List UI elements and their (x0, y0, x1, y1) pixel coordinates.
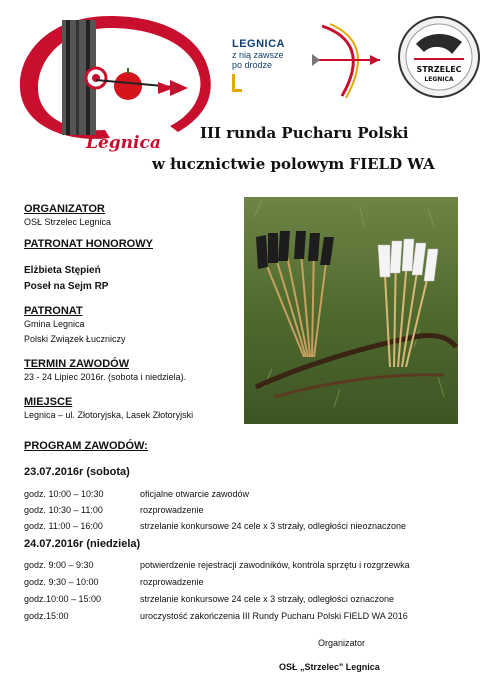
schedule-desc: rozprowadzenie (140, 577, 204, 587)
city-logo-name: LEGNICA (232, 38, 285, 50)
schedule-time: godz. 9:00 – 9:30 (24, 560, 94, 570)
badge-text-1: STRZELEC (416, 65, 462, 74)
date-heading: TERMIN ZAWODÓW (24, 358, 130, 370)
schedule-desc: oficjalne otwarcie zawodów (140, 489, 250, 499)
schedule-time: godz. 11:00 – 16:00 (24, 521, 103, 531)
honorary-name: Elżbieta Stępień (24, 265, 101, 276)
place-value: Legnica – ul. Złotoryjska, Lasek Złotoryjski (24, 410, 194, 420)
day-2-label: 24.07.2016r (niedziela) (24, 538, 141, 550)
program-heading: PROGRAM ZAWODÓW: (24, 440, 148, 452)
city-logo-line1: z nią zawsze (232, 50, 284, 60)
schedule-desc: strzelanie konkursowe 24 cele x 3 strzały, odległości nieoznaczone (140, 521, 406, 531)
date-value: 23 - 24 Lipiec 2016r. (sobota i niedziela). (24, 372, 187, 382)
organizer-value: OSŁ Strzelec Legnica (24, 217, 112, 227)
schedule-time: godz. 9:30 – 10:00 (24, 577, 99, 587)
signature-name: OSŁ „Strzelec" Legnica (279, 662, 380, 672)
schedule-time: godz. 10:30 – 11:00 (24, 505, 103, 515)
place-heading: MIEJSCE (24, 396, 73, 408)
schedule-desc: rozprowadzenie (140, 505, 204, 515)
logo-text: Legnica (86, 133, 161, 153)
signature-label: Organizator (318, 638, 366, 648)
red-swoosh-shape (20, 16, 211, 139)
apple-icon (114, 72, 142, 100)
title-line-2: w łucznictwie polowym FIELD WA (152, 155, 435, 173)
day-1-label: 23.07.2016r (sobota) (24, 466, 130, 478)
legnica-city-logo (232, 38, 302, 98)
patronage-item: Gmina Legnica (24, 319, 85, 329)
title-line-1: III runda Pucharu Polski (200, 124, 409, 142)
arrows-bow-photo (244, 197, 458, 424)
city-logo-line2: po drodze (232, 60, 273, 70)
schedule-time: godz. 10:00 – 10:30 (24, 489, 104, 499)
honorary-heading: PATRONAT HONOROWY (24, 238, 153, 250)
badge-text-2: LEGNICA (424, 76, 454, 83)
strzelec-legnica-badge (396, 14, 482, 100)
grass-background (244, 197, 458, 424)
schedule-desc: uroczystość zakończenia III Rundy Pucharu Polski FIELD WA 2016 (140, 611, 408, 621)
schedule-time: godz.10:00 – 15:00 (24, 594, 102, 604)
schedule-time: godz.15:00 (24, 611, 69, 621)
city-logo-mark-icon (232, 74, 242, 92)
bow-arrow-logo (312, 18, 380, 104)
legnica-club-logo (10, 8, 215, 158)
schedule-desc: strzelanie konkursowe 24 cele x 3 strzały, odległości oznaczone (140, 594, 394, 604)
schedule-desc: potwierdzenie rejestracji zawodników, kontrola sprzętu i rozgrzewka (140, 560, 410, 570)
patronage-heading: PATRONAT (24, 305, 83, 317)
organizer-heading: ORGANIZATOR (24, 203, 105, 215)
honorary-role: Poseł na Sejm RP (24, 281, 109, 292)
patronage-item: Polski Związek Łuczniczy (24, 334, 126, 344)
